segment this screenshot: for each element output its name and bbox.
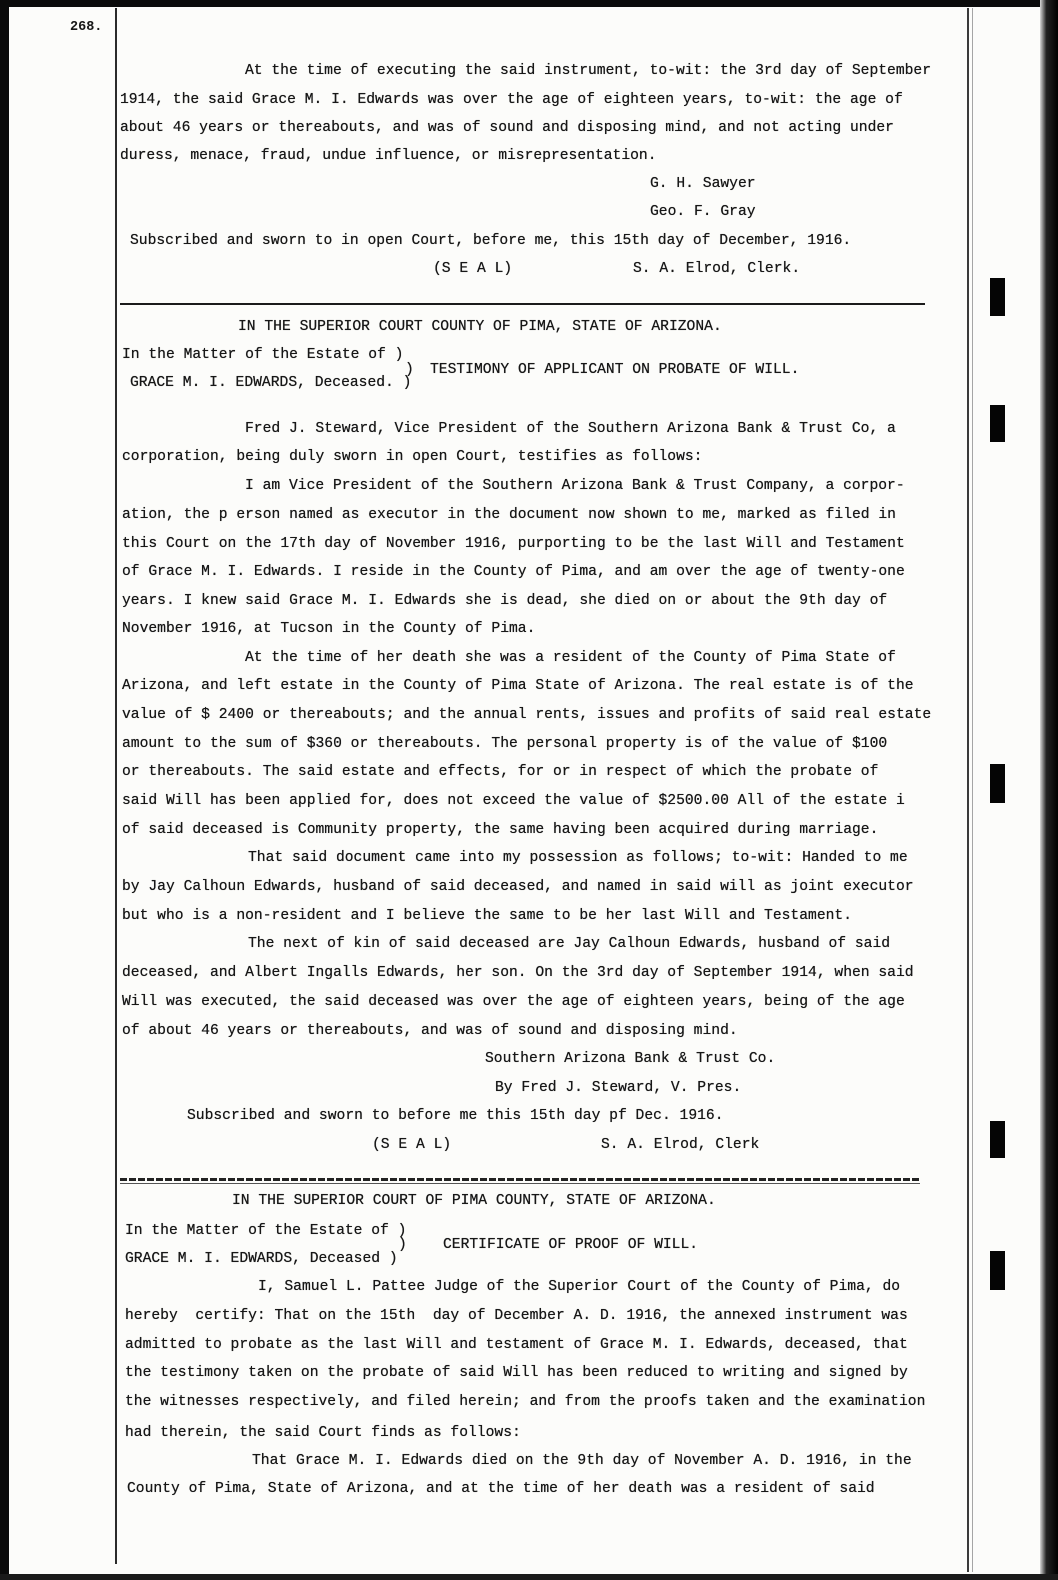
- body-line: ation, the p erson named as executor in the document now shown to me, marked as filed in: [122, 507, 896, 523]
- body-line: At the time of executing the said instrument, to-wit: the 3rd day of September: [245, 63, 932, 79]
- body-line: At the time of her death she was a resident of the County of Pima State of: [245, 650, 896, 666]
- body-line: hereby certify: That on the 15th day of December A. D. 1916, the annexed instrument was: [125, 1308, 908, 1324]
- section-divider: [120, 303, 925, 305]
- caption-matter-line: In the Matter of the Estate of ): [122, 347, 404, 363]
- body-line: I, Samuel L. Pattee Judge of the Superior Court of the County of Pima, do: [258, 1279, 901, 1295]
- caption-deceased-line: GRACE M. I. EDWARDS, Deceased. ): [130, 375, 412, 391]
- body-line: of said deceased is Community property, the same having been acquired during marriage.: [122, 822, 879, 838]
- body-line: corporation, being duly sworn in open Court, testifies as follows:: [122, 449, 703, 465]
- body-line: by Jay Calhoun Edwards, husband of said deceased, and named in said will as joint executor: [122, 879, 914, 895]
- seal-mark: (S E A L): [433, 261, 513, 277]
- right-margin-line-faint: [972, 8, 973, 1572]
- body-line: November 1916, at Tucson in the County of Pima.: [122, 621, 536, 637]
- binding-mark: [990, 278, 1005, 316]
- body-line: That said document came into my possession as follows; to-wit: Handed to me: [248, 850, 908, 866]
- binding-mark: [990, 1121, 1005, 1158]
- scan-edge-right: [1040, 0, 1058, 1580]
- jurat: Subscribed and sworn to in open Court, before me, this 15th day of December, 1916.: [130, 233, 852, 249]
- body-line: this Court on the 17th day of November 1916, purporting to be the last Will and Testament: [122, 536, 905, 552]
- body-line: or thereabouts. The said estate and effects, for or in respect of which the probate of: [122, 764, 879, 780]
- body-line: amount to the sum of $360 or thereabouts. The personal property is of the value of $100: [122, 736, 888, 752]
- company-signature: Southern Arizona Bank & Trust Co.: [485, 1051, 776, 1067]
- left-margin-line: [115, 8, 117, 1564]
- body-line: Will was executed, the said deceased was over the age of eighteen years, being of the age: [122, 994, 905, 1010]
- witness-signature: G. H. Sawyer: [650, 176, 756, 192]
- court-heading: IN THE SUPERIOR COURT OF PIMA COUNTY, STATE OF ARIZONA.: [232, 1193, 716, 1209]
- right-margin-line: [967, 8, 969, 1572]
- binding-mark: [990, 1251, 1005, 1290]
- court-heading: IN THE SUPERIOR COURT COUNTY OF PIMA, STATE OF ARIZONA.: [238, 319, 722, 335]
- body-line: the witnesses respectively, and filed herein; and from the proofs taken and the examination: [125, 1394, 926, 1410]
- body-line: That Grace M. I. Edwards died on the 9th day of November A. D. 1916, in the: [252, 1453, 912, 1469]
- jurat: Subscribed and sworn to before me this 15th day pf Dec. 1916.: [187, 1108, 724, 1124]
- scan-edge-bottom: [0, 1574, 1058, 1580]
- caption-deceased-line: GRACE M. I. EDWARDS, Deceased ): [125, 1251, 398, 1267]
- document-title: TESTIMONY OF APPLICANT ON PROBATE OF WILL.: [430, 362, 800, 378]
- body-line: the testimony taken on the probate of said Will has been reduced to writing and signed by: [125, 1365, 908, 1381]
- body-line: Fred J. Steward, Vice President of the Southern Arizona Bank & Trust Co, a: [245, 421, 896, 437]
- body-line: of about 46 years or thereabouts, and was of sound and disposing mind.: [122, 1023, 738, 1039]
- seal-mark: (S E A L): [372, 1137, 452, 1153]
- page-number: 268.: [70, 20, 103, 35]
- body-line: had therein, the said Court finds as follows:: [125, 1425, 521, 1441]
- body-line: 1914, the said Grace M. I. Edwards was over the age of eighteen years, to-wit: the age of: [120, 92, 903, 108]
- body-line: deceased, and Albert Ingalls Edwards, her son. On the 3rd day of September 1914, when said: [122, 965, 914, 981]
- binding-mark: [990, 405, 1005, 442]
- body-line: said Will has been applied for, does not exceed the value of $2500.00 All of the estate i: [122, 793, 905, 809]
- clerk-signature: S. A. Elrod, Clerk: [601, 1137, 760, 1153]
- binding-mark: [990, 764, 1005, 803]
- body-line: admitted to probate as the last Will and testament of Grace M. I. Edwards, deceased, that: [125, 1337, 908, 1353]
- officer-signature: By Fred J. Steward, V. Pres.: [495, 1080, 742, 1096]
- body-line: Arizona, and left estate in the County of Pima State of Arizona. The real estate is of the: [122, 678, 914, 694]
- scan-edge-left: [0, 0, 9, 1580]
- scan-edge-top: [0, 0, 1058, 7]
- body-line: The next of kin of said deceased are Jay Calhoun Edwards, husband of said: [248, 936, 891, 952]
- section-divider-dashed: [120, 1178, 920, 1181]
- clerk-signature: S. A. Elrod, Clerk.: [633, 261, 801, 277]
- body-line: value of $ 2400 or thereabouts; and the annual rents, issues and profits of said real estate: [122, 707, 932, 723]
- body-line: years. I knew said Grace M. I. Edwards she is dead, she died on or about the 9th day of: [122, 593, 888, 609]
- caption-matter-line: In the Matter of the Estate of ): [125, 1223, 407, 1239]
- body-line: of Grace M. I. Edwards. I reside in the County of Pima, and am over the age of twenty-one: [122, 564, 905, 580]
- body-line: duress, menace, fraud, undue influence, or misrepresentation.: [120, 148, 657, 164]
- section-divider-underline: [120, 1183, 920, 1184]
- body-line: about 46 years or thereabouts, and was of sound and disposing mind, and not acting under: [120, 120, 894, 136]
- caption-bracket: ): [398, 1237, 407, 1253]
- body-line: I am Vice President of the Southern Arizona Bank & Trust Company, a corpor-: [245, 478, 905, 494]
- body-line: County of Pima, State of Arizona, and at the time of her death was a resident of said: [127, 1481, 875, 1497]
- document-title: CERTIFICATE OF PROOF OF WILL.: [443, 1237, 699, 1253]
- body-line: but who is a non-resident and I believe the same to be her last Will and Testament.: [122, 908, 853, 924]
- caption-bracket: ): [405, 362, 414, 378]
- witness-signature: Geo. F. Gray: [650, 204, 756, 220]
